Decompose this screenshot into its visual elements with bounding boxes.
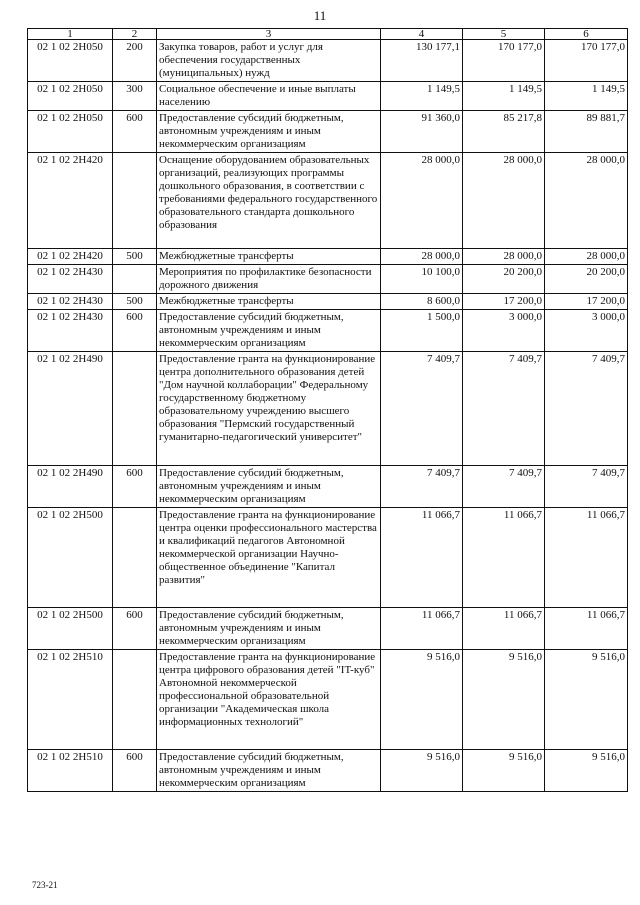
amount-year-1: 7 409,7 (381, 466, 463, 508)
expense-name: Предоставление субсидий бюджетным, автономным учреждениям и иным некоммерческим организациям (157, 466, 381, 508)
expense-kind-code: 500 (113, 249, 157, 265)
amount-year-2: 17 200,0 (463, 294, 545, 310)
expense-name: Предоставление гранта на функционирование центра оценки профессионального мастерства и квалификаций педагогов Автономной некоммерческой организации Научно-общественное объединение "Капитал развития" (157, 508, 381, 608)
table-row (28, 508, 628, 608)
table-row (28, 750, 628, 792)
target-article-code: 02 1 02 2Н490 (28, 352, 113, 466)
expense-kind-code: 300 (113, 82, 157, 111)
amount-year-3: 9 516,0 (545, 650, 628, 750)
table-row (28, 111, 628, 153)
expense-name: Предоставление субсидий бюджетным, автономным учреждениям и иным некоммерческим организациям (157, 310, 381, 352)
target-article-code: 02 1 02 2Н050 (28, 111, 113, 153)
expense-name: Предоставление субсидий бюджетным, автономным учреждениям и иным некоммерческим организациям (157, 111, 381, 153)
target-article-code: 02 1 02 2Н500 (28, 608, 113, 650)
expense-name: Межбюджетные трансферты (157, 249, 381, 265)
target-article-code: 02 1 02 2Н510 (28, 650, 113, 750)
target-article-code: 02 1 02 2Н420 (28, 153, 113, 249)
expense-name: Предоставление гранта на функционирование центра дополнительного образования детей "Дом научной коллаборации" Федеральному государственному бюджетному образовательному учреждению высшего образования "Пермский государственный гуманитарно-педагогический университет" (157, 352, 381, 466)
amount-year-3: 7 409,7 (545, 352, 628, 466)
expense-kind-code: 600 (113, 310, 157, 352)
expense-name: Предоставление субсидий бюджетным, автономным учреждениям и иным некоммерческим организациям (157, 750, 381, 792)
table-row (28, 82, 628, 111)
column-header: 3 (157, 29, 381, 40)
column-header: 6 (545, 29, 628, 40)
amount-year-3: 1 149,5 (545, 82, 628, 111)
amount-year-2: 9 516,0 (463, 650, 545, 750)
expense-name: Оснащение оборудованием образовательных организаций, реализующих программы дошкольного образования, в соответствии с требованиями федерального государственного образовательного стандарта дошкольного образования (157, 153, 381, 249)
expense-kind-code: 600 (113, 111, 157, 153)
amount-year-1: 11 066,7 (381, 508, 463, 608)
amount-year-2: 9 516,0 (463, 750, 545, 792)
column-header: 2 (113, 29, 157, 40)
column-header: 1 (28, 29, 113, 40)
document-code: 723-21 (32, 880, 58, 890)
amount-year-2: 20 200,0 (463, 265, 545, 294)
expense-kind-code: 200 (113, 40, 157, 82)
amount-year-1: 91 360,0 (381, 111, 463, 153)
table-row (28, 249, 628, 265)
amount-year-2: 11 066,7 (463, 508, 545, 608)
amount-year-1: 9 516,0 (381, 750, 463, 792)
amount-year-1: 28 000,0 (381, 249, 463, 265)
expense-kind-code (113, 650, 157, 750)
amount-year-3: 170 177,0 (545, 40, 628, 82)
amount-year-2: 7 409,7 (463, 466, 545, 508)
column-header: 4 (381, 29, 463, 40)
expense-kind-code: 600 (113, 750, 157, 792)
table-row (28, 352, 628, 466)
table-row (28, 650, 628, 750)
table-row (28, 40, 628, 82)
amount-year-3: 11 066,7 (545, 608, 628, 650)
page-number: 11 (313, 8, 327, 23)
target-article-code: 02 1 02 2Н420 (28, 249, 113, 265)
amount-year-2: 3 000,0 (463, 310, 545, 352)
expense-name: Предоставление субсидий бюджетным, автономным учреждениям и иным некоммерческим организациям (157, 608, 381, 650)
target-article-code: 02 1 02 2Н050 (28, 40, 113, 82)
target-article-code: 02 1 02 2Н510 (28, 750, 113, 792)
table-row (28, 608, 628, 650)
expense-kind-code (113, 352, 157, 466)
amount-year-3: 7 409,7 (545, 466, 628, 508)
amount-year-1: 7 409,7 (381, 352, 463, 466)
amount-year-1: 8 600,0 (381, 294, 463, 310)
amount-year-3: 28 000,0 (545, 153, 628, 249)
expense-kind-code: 500 (113, 294, 157, 310)
target-article-code: 02 1 02 2Н430 (28, 265, 113, 294)
amount-year-3: 89 881,7 (545, 111, 628, 153)
amount-year-2: 1 149,5 (463, 82, 545, 111)
amount-year-2: 85 217,8 (463, 111, 545, 153)
expense-kind-code (113, 508, 157, 608)
amount-year-1: 1 500,0 (381, 310, 463, 352)
table-row (28, 466, 628, 508)
column-number-row (28, 29, 628, 40)
amount-year-1: 1 149,5 (381, 82, 463, 111)
table-row (28, 294, 628, 310)
amount-year-2: 28 000,0 (463, 153, 545, 249)
amount-year-1: 130 177,1 (381, 40, 463, 82)
expense-name: Мероприятия по профилактике безопасности дорожного движения (157, 265, 381, 294)
amount-year-2: 7 409,7 (463, 352, 545, 466)
amount-year-2: 170 177,0 (463, 40, 545, 82)
expense-kind-code: 600 (113, 466, 157, 508)
expense-kind-code (113, 153, 157, 249)
target-article-code: 02 1 02 2Н430 (28, 310, 113, 352)
expense-name: Закупка товаров, работ и услуг для обеспечения государственных (муниципальных) нужд (157, 40, 381, 82)
table-row (28, 153, 628, 249)
budget-table (27, 28, 628, 792)
amount-year-1: 10 100,0 (381, 265, 463, 294)
amount-year-3: 11 066,7 (545, 508, 628, 608)
expense-name: Межбюджетные трансферты (157, 294, 381, 310)
target-article-code: 02 1 02 2Н500 (28, 508, 113, 608)
amount-year-3: 20 200,0 (545, 265, 628, 294)
amount-year-3: 3 000,0 (545, 310, 628, 352)
table-row (28, 265, 628, 294)
expense-kind-code: 600 (113, 608, 157, 650)
table-row (28, 310, 628, 352)
amount-year-2: 11 066,7 (463, 608, 545, 650)
expense-kind-code (113, 265, 157, 294)
amount-year-1: 9 516,0 (381, 650, 463, 750)
target-article-code: 02 1 02 2Н430 (28, 294, 113, 310)
expense-name: Предоставление гранта на функционирование центра цифрового образования детей "IT-куб" Автономной некоммерческой профессиональной образовательной организации "Академическая школа информационных технологий" (157, 650, 381, 750)
amount-year-1: 28 000,0 (381, 153, 463, 249)
expense-name: Социальное обеспечение и иные выплаты населению (157, 82, 381, 111)
amount-year-2: 28 000,0 (463, 249, 545, 265)
amount-year-3: 9 516,0 (545, 750, 628, 792)
amount-year-1: 11 066,7 (381, 608, 463, 650)
target-article-code: 02 1 02 2Н050 (28, 82, 113, 111)
target-article-code: 02 1 02 2Н490 (28, 466, 113, 508)
column-header: 5 (463, 29, 545, 40)
amount-year-3: 17 200,0 (545, 294, 628, 310)
amount-year-3: 28 000,0 (545, 249, 628, 265)
